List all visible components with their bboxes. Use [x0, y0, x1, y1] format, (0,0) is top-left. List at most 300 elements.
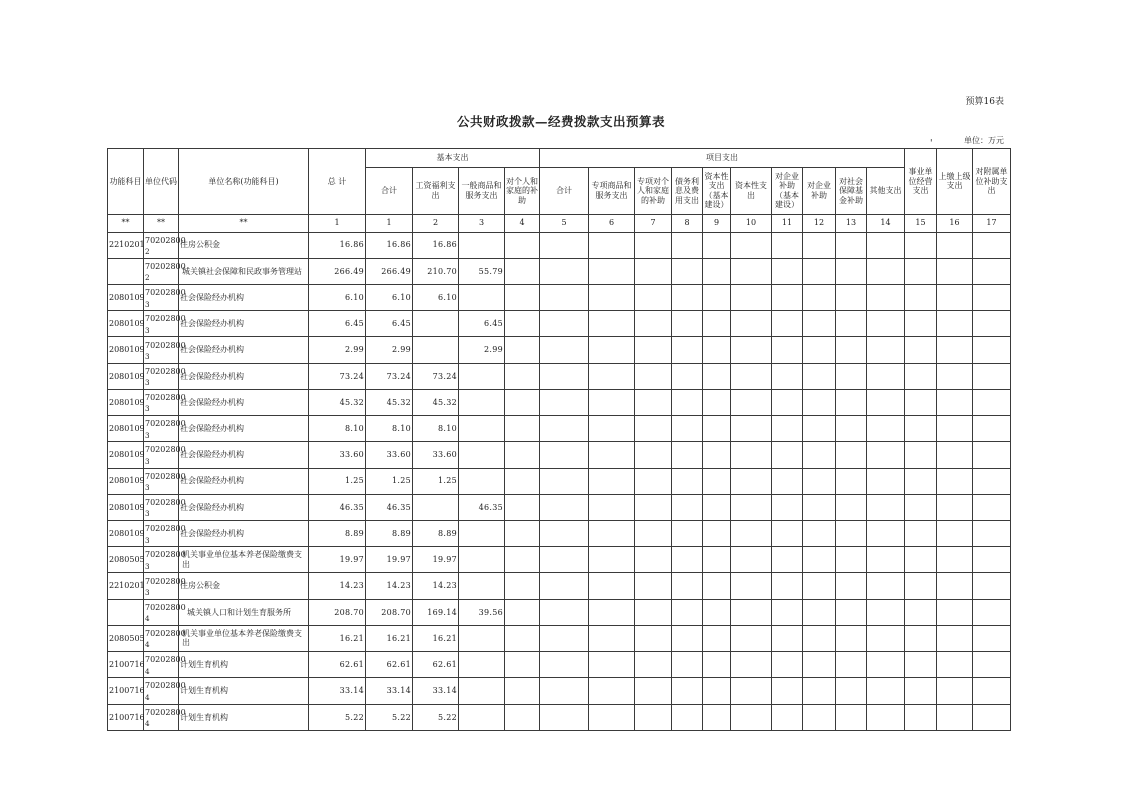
- empty-cell: [589, 573, 635, 599]
- unit-code-cell: [144, 337, 186, 363]
- empty-cell: [540, 704, 589, 731]
- empty-cell: [540, 285, 589, 311]
- empty-cell: [731, 520, 772, 546]
- table-row: [108, 232, 1011, 258]
- unit-code-suffix: 3: [145, 456, 150, 466]
- table-row: [108, 389, 1011, 415]
- empty-cell: [905, 416, 937, 442]
- empty-cell: [867, 416, 905, 442]
- goods-cell: 39.56: [459, 599, 505, 625]
- empty-cell: [703, 258, 731, 284]
- empty-cell: [589, 468, 635, 494]
- empty-cell: [803, 363, 836, 389]
- empty-cell: [803, 573, 836, 599]
- personal-cell: [505, 468, 540, 494]
- empty-cell: [836, 337, 867, 363]
- empty-cell: [540, 363, 589, 389]
- empty-cell: [672, 599, 703, 625]
- empty-cell: [772, 704, 803, 731]
- empty-cell: [589, 389, 635, 415]
- unit-code-cell: [144, 232, 186, 258]
- empty-cell: [672, 258, 703, 284]
- empty-cell: [836, 363, 867, 389]
- empty-cell: [635, 442, 672, 468]
- empty-cell: [836, 468, 867, 494]
- unit-name-cell: 社会保险经办机构: [179, 285, 309, 311]
- empty-cell: [803, 678, 836, 704]
- unit-code-suffix: 4: [145, 692, 150, 702]
- basic-total-cell: 1.25: [366, 468, 413, 494]
- total-cell: 16.21: [309, 625, 366, 651]
- unit-code-cell: [144, 389, 186, 415]
- index-cell: 6: [589, 214, 635, 232]
- empty-cell: [540, 311, 589, 337]
- empty-cell: [973, 389, 1011, 415]
- goods-cell: 55.79: [459, 258, 505, 284]
- goods-cell: [459, 704, 505, 731]
- wage-cell: 169.14: [413, 599, 459, 625]
- empty-cell: [937, 363, 973, 389]
- goods-cell: [459, 285, 505, 311]
- empty-cell: [589, 599, 635, 625]
- empty-cell: [731, 285, 772, 311]
- empty-cell: [703, 416, 731, 442]
- empty-cell: [905, 389, 937, 415]
- index-cell: 8: [672, 214, 703, 232]
- empty-cell: [731, 468, 772, 494]
- empty-cell: [836, 547, 867, 573]
- goods-cell: [459, 389, 505, 415]
- empty-cell: [635, 416, 672, 442]
- empty-cell: [973, 652, 1011, 678]
- empty-cell: [672, 547, 703, 573]
- wage-cell: 5.22: [413, 704, 459, 731]
- goods-cell: [459, 678, 505, 704]
- subject-cell: 2210201: [108, 232, 144, 258]
- empty-cell: [731, 547, 772, 573]
- unit-name-cell: 城关镇人口和计划生育服务所: [179, 599, 309, 625]
- empty-cell: [703, 389, 731, 415]
- unit-code-cell: [144, 363, 186, 389]
- unit-code-suffix: 3: [145, 352, 150, 362]
- empty-cell: [703, 311, 731, 337]
- empty-cell: [540, 520, 589, 546]
- empty-cell: [905, 285, 937, 311]
- empty-cell: [672, 520, 703, 546]
- header-extra-3: 对附属单位补助支出: [973, 149, 1011, 215]
- wage-cell: 16.86: [413, 232, 459, 258]
- empty-cell: [937, 258, 973, 284]
- empty-cell: [635, 678, 672, 704]
- empty-cell: [836, 442, 867, 468]
- empty-cell: [772, 285, 803, 311]
- empty-cell: [973, 363, 1011, 389]
- personal-cell: [505, 363, 540, 389]
- header-extra-2: 上缴上级支出: [937, 149, 973, 215]
- index-cell: 5: [540, 214, 589, 232]
- empty-cell: [672, 678, 703, 704]
- total-cell: 46.35: [309, 494, 366, 520]
- unit-code-suffix: 3: [145, 430, 150, 440]
- unit-code: 70202800: [145, 419, 186, 429]
- wage-cell: 45.32: [413, 389, 459, 415]
- wage-cell: 8.10: [413, 416, 459, 442]
- basic-total-cell: 19.97: [366, 547, 413, 573]
- unit-code-suffix: 3: [145, 483, 150, 493]
- empty-cell: [772, 520, 803, 546]
- empty-cell: [731, 573, 772, 599]
- empty-cell: [867, 520, 905, 546]
- empty-cell: [589, 285, 635, 311]
- index-cell: 16: [937, 214, 973, 232]
- table-row: [108, 547, 1011, 573]
- empty-cell: [635, 625, 672, 651]
- header-project-capital: 资本性支出: [731, 168, 772, 215]
- total-cell: 6.10: [309, 285, 366, 311]
- unit-code-cell: [144, 599, 186, 625]
- total-cell: 2.99: [309, 337, 366, 363]
- empty-cell: [731, 389, 772, 415]
- basic-total-cell: 8.89: [366, 520, 413, 546]
- header-project-enterprise: 对企业补助: [803, 168, 836, 215]
- table-row: [108, 625, 1011, 651]
- goods-cell: 2.99: [459, 337, 505, 363]
- empty-cell: [867, 442, 905, 468]
- unit-name-cell: 社会保险经办机构: [179, 337, 309, 363]
- wage-cell: 62.61: [413, 652, 459, 678]
- unit-code: 70202800: [145, 576, 186, 586]
- subject-cell: 2080109: [108, 442, 144, 468]
- empty-cell: [836, 232, 867, 258]
- unit-code-cell: [144, 652, 186, 678]
- index-cell: 14: [867, 214, 905, 232]
- empty-cell: [731, 363, 772, 389]
- empty-cell: [937, 625, 973, 651]
- empty-cell: [540, 416, 589, 442]
- table-row: [108, 573, 1011, 599]
- empty-cell: [589, 442, 635, 468]
- empty-cell: [905, 468, 937, 494]
- empty-cell: [672, 494, 703, 520]
- unit-code-suffix: 2: [145, 247, 150, 257]
- header-project-debt: 债务利息及费用支出: [672, 168, 703, 215]
- header-project-capital-infra: 资本性支出（基本建设）: [703, 168, 731, 215]
- table-row: [108, 520, 1011, 546]
- empty-cell: [937, 468, 973, 494]
- empty-cell: [772, 337, 803, 363]
- goods-cell: [459, 442, 505, 468]
- unit-code: 70202800: [145, 261, 186, 271]
- basic-total-cell: 73.24: [366, 363, 413, 389]
- wage-cell: 19.97: [413, 547, 459, 573]
- empty-cell: [772, 678, 803, 704]
- empty-cell: [703, 468, 731, 494]
- empty-cell: [973, 442, 1011, 468]
- index-cell: 4: [505, 214, 540, 232]
- empty-cell: [589, 232, 635, 258]
- empty-cell: [973, 625, 1011, 651]
- empty-cell: [937, 494, 973, 520]
- subject-cell: 2080505: [108, 547, 144, 573]
- unit-code: 70202800: [145, 550, 186, 560]
- empty-cell: [703, 547, 731, 573]
- header-subject: 功能科目: [108, 149, 144, 215]
- empty-cell: [867, 599, 905, 625]
- empty-cell: [772, 232, 803, 258]
- empty-cell: [540, 468, 589, 494]
- header-unit-code: 单位代码: [144, 149, 179, 215]
- unit-code: 70202800: [145, 393, 186, 403]
- empty-cell: [973, 232, 1011, 258]
- empty-cell: [836, 652, 867, 678]
- empty-cell: [772, 599, 803, 625]
- empty-cell: [540, 652, 589, 678]
- empty-cell: [905, 573, 937, 599]
- empty-cell: [589, 258, 635, 284]
- empty-cell: [703, 625, 731, 651]
- unit-name-cell: 住房公积金: [179, 232, 309, 258]
- subject-cell: 2080109: [108, 285, 144, 311]
- empty-cell: [703, 494, 731, 520]
- empty-cell: [803, 285, 836, 311]
- empty-cell: [635, 520, 672, 546]
- empty-cell: [672, 363, 703, 389]
- empty-cell: [672, 389, 703, 415]
- empty-cell: [772, 363, 803, 389]
- unit-name-cell: 计划生育机构: [179, 652, 309, 678]
- empty-cell: [672, 704, 703, 731]
- basic-total-cell: 266.49: [366, 258, 413, 284]
- empty-cell: [867, 337, 905, 363]
- basic-total-cell: 208.70: [366, 599, 413, 625]
- empty-cell: [772, 416, 803, 442]
- empty-cell: [867, 704, 905, 731]
- basic-total-cell: 5.22: [366, 704, 413, 731]
- empty-cell: [731, 652, 772, 678]
- unit-name-cell: 住房公积金: [179, 573, 309, 599]
- empty-cell: [803, 599, 836, 625]
- empty-cell: [540, 494, 589, 520]
- unit-code: 70202800: [145, 235, 186, 245]
- header-project-total: 合计: [540, 168, 589, 215]
- empty-cell: [803, 547, 836, 573]
- empty-cell: [731, 678, 772, 704]
- personal-cell: [505, 520, 540, 546]
- index-cell: **: [108, 214, 144, 232]
- unit-code: 70202800: [145, 366, 186, 376]
- unit-name-cell: 社会保险经办机构: [179, 363, 309, 389]
- index-cell: 17: [973, 214, 1011, 232]
- unit-name-cell: 社会保险经办机构: [179, 494, 309, 520]
- empty-cell: [540, 678, 589, 704]
- unit-code-cell: [144, 494, 186, 520]
- empty-cell: [540, 389, 589, 415]
- total-cell: 19.97: [309, 547, 366, 573]
- empty-cell: [589, 363, 635, 389]
- empty-cell: [803, 416, 836, 442]
- empty-cell: [731, 232, 772, 258]
- empty-cell: [937, 652, 973, 678]
- empty-cell: [772, 311, 803, 337]
- empty-cell: [703, 573, 731, 599]
- unit-code-cell: [144, 625, 186, 651]
- empty-cell: [589, 678, 635, 704]
- empty-cell: [803, 520, 836, 546]
- empty-cell: [973, 494, 1011, 520]
- empty-cell: [937, 232, 973, 258]
- header-project-social-fund: 对社会保障基金补助: [836, 168, 867, 215]
- basic-total-cell: 16.86: [366, 232, 413, 258]
- unit-code-suffix: 3: [145, 509, 150, 519]
- empty-cell: [973, 547, 1011, 573]
- empty-cell: [836, 520, 867, 546]
- wage-cell: 1.25: [413, 468, 459, 494]
- empty-cell: [937, 547, 973, 573]
- empty-cell: [731, 311, 772, 337]
- wage-cell: 16.21: [413, 625, 459, 651]
- index-cell: 1: [309, 214, 366, 232]
- empty-cell: [905, 704, 937, 731]
- header-basic: 基本支出: [366, 149, 540, 168]
- empty-cell: [731, 416, 772, 442]
- unit-code: 70202800: [145, 602, 186, 612]
- unit-code: 70202800: [145, 445, 186, 455]
- empty-cell: [772, 547, 803, 573]
- total-cell: 8.10: [309, 416, 366, 442]
- empty-cell: [703, 337, 731, 363]
- empty-cell: [731, 494, 772, 520]
- wage-cell: [413, 494, 459, 520]
- unit-code-suffix: 4: [145, 640, 150, 650]
- empty-cell: [973, 520, 1011, 546]
- empty-cell: [589, 494, 635, 520]
- empty-cell: [540, 232, 589, 258]
- document-title: 公共财政拨款—经费拨款支出预算表: [456, 114, 665, 129]
- personal-cell: [505, 285, 540, 311]
- header-basic-goods: 一般商品和服务支出: [459, 168, 505, 215]
- basic-total-cell: 62.61: [366, 652, 413, 678]
- empty-cell: [937, 442, 973, 468]
- goods-cell: 46.35: [459, 494, 505, 520]
- empty-cell: [867, 311, 905, 337]
- unit-code-cell: [144, 520, 186, 546]
- empty-cell: [772, 625, 803, 651]
- empty-cell: [635, 337, 672, 363]
- unit-name-cell: 机关事业单位基本养老保险缴费支出: [179, 547, 309, 573]
- unit-code-suffix: 2: [145, 273, 150, 283]
- table-row: [108, 337, 1011, 363]
- form-number: 预算16表: [965, 97, 1004, 107]
- unit-code-cell: [144, 547, 186, 573]
- empty-cell: [867, 547, 905, 573]
- empty-cell: [672, 442, 703, 468]
- unit-code-suffix: 3: [145, 404, 150, 414]
- unit-code: 70202800: [145, 707, 186, 717]
- wage-cell: 33.60: [413, 442, 459, 468]
- budget-table: [107, 148, 1011, 731]
- personal-cell: [505, 337, 540, 363]
- unit-code-suffix: 4: [145, 666, 150, 676]
- empty-cell: [703, 442, 731, 468]
- unit-code-cell: [144, 285, 186, 311]
- empty-cell: [836, 389, 867, 415]
- total-cell: 33.14: [309, 678, 366, 704]
- unit-name-cell: 计划生育机构: [179, 678, 309, 704]
- unit-code: 70202800: [145, 681, 186, 691]
- goods-cell: [459, 520, 505, 546]
- empty-cell: [937, 678, 973, 704]
- total-cell: 208.70: [309, 599, 366, 625]
- empty-cell: [635, 258, 672, 284]
- index-cell: 3: [459, 214, 505, 232]
- table-row: [108, 704, 1011, 731]
- unit-code: 70202800: [145, 471, 186, 481]
- personal-cell: [505, 599, 540, 625]
- wage-cell: 8.89: [413, 520, 459, 546]
- header-basic-wage: 工资福利支出: [413, 168, 459, 215]
- empty-cell: [772, 573, 803, 599]
- empty-cell: [635, 285, 672, 311]
- table-row: [108, 599, 1011, 625]
- unit-name-cell: 社会保险经办机构: [179, 389, 309, 415]
- unit-code: 70202800: [145, 314, 186, 324]
- empty-cell: [905, 363, 937, 389]
- empty-cell: [672, 468, 703, 494]
- basic-total-cell: 14.23: [366, 573, 413, 599]
- empty-cell: [973, 258, 1011, 284]
- subject-cell: 2080109: [108, 468, 144, 494]
- table-row: [108, 468, 1011, 494]
- header-project-other: 其他支出: [867, 168, 905, 215]
- subject-cell: 2080109: [108, 389, 144, 415]
- wage-cell: [413, 311, 459, 337]
- personal-cell: [505, 232, 540, 258]
- empty-cell: [973, 311, 1011, 337]
- basic-total-cell: 8.10: [366, 416, 413, 442]
- empty-cell: [731, 337, 772, 363]
- personal-cell: [505, 389, 540, 415]
- table-row: [108, 285, 1011, 311]
- empty-cell: [937, 311, 973, 337]
- index-cell: 1: [366, 214, 413, 232]
- empty-cell: [867, 285, 905, 311]
- total-cell: 1.25: [309, 468, 366, 494]
- unit-code: 70202800: [145, 628, 186, 638]
- empty-cell: [905, 652, 937, 678]
- empty-cell: [803, 258, 836, 284]
- empty-cell: [635, 389, 672, 415]
- wage-cell: 210.70: [413, 258, 459, 284]
- empty-cell: [836, 625, 867, 651]
- personal-cell: [505, 652, 540, 678]
- total-cell: 62.61: [309, 652, 366, 678]
- empty-cell: [836, 285, 867, 311]
- table-row: [108, 363, 1011, 389]
- subject-cell: 2100716: [108, 652, 144, 678]
- goods-cell: [459, 625, 505, 651]
- empty-cell: [635, 232, 672, 258]
- empty-cell: [540, 442, 589, 468]
- unit-code-suffix: 4: [145, 614, 150, 624]
- personal-cell: [505, 704, 540, 731]
- empty-cell: [836, 704, 867, 731]
- empty-cell: [973, 468, 1011, 494]
- header-basic-total: 合计: [366, 168, 413, 215]
- empty-cell: [867, 652, 905, 678]
- unit-code-cell: [144, 468, 186, 494]
- subject-cell: 2080109: [108, 337, 144, 363]
- goods-cell: [459, 547, 505, 573]
